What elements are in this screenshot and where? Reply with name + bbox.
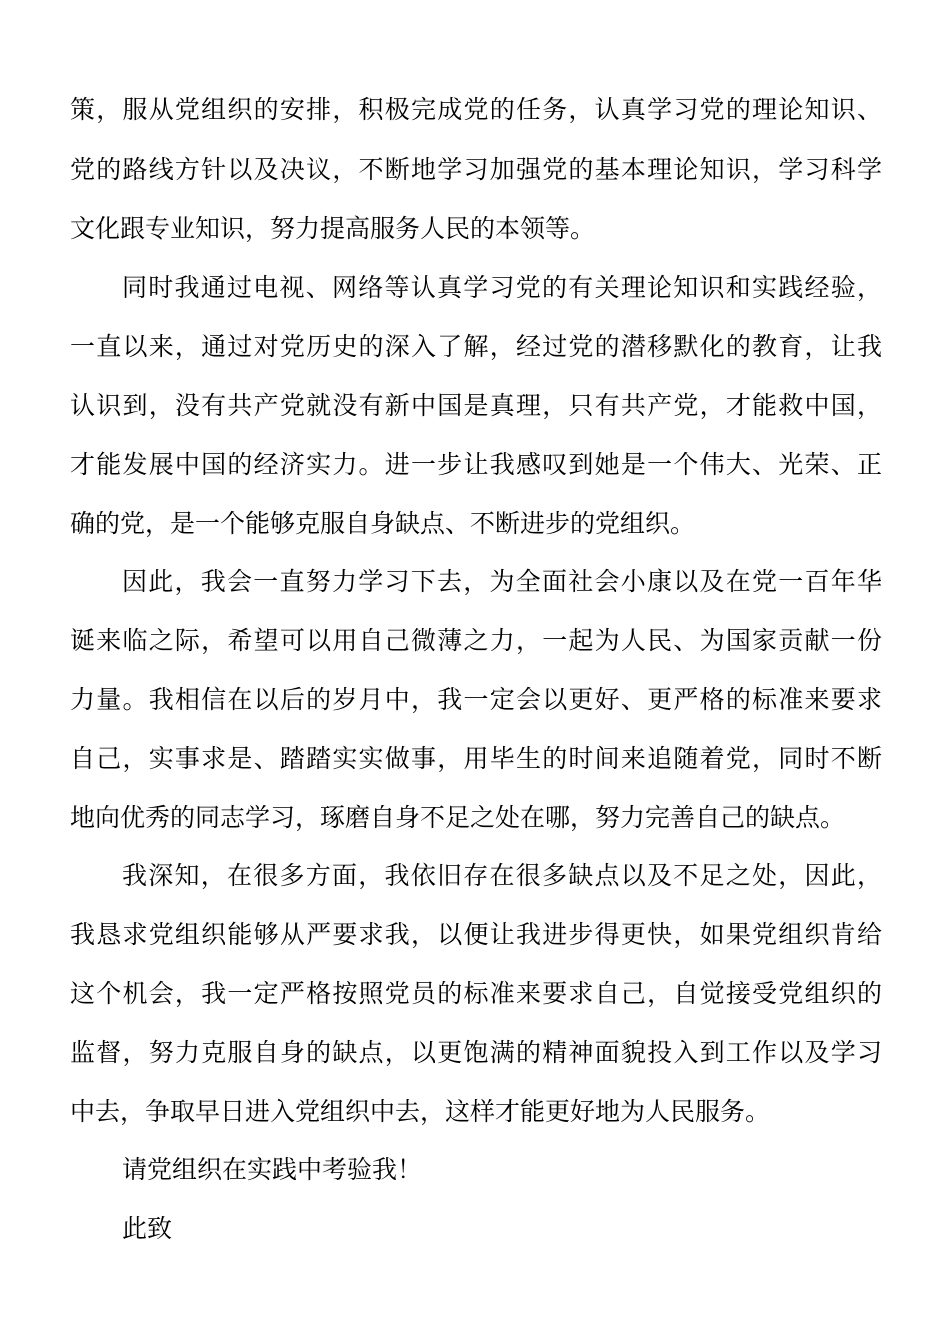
text-line: 我恳求党组织能够从严要求我，以便让我进步得更快，如果党组织肯给 [70,920,882,949]
text-line: 自己，实事求是、踏踏实实做事，用毕生的时间来追随着党，同时不断 [70,744,882,773]
text-line: 请党组织在实践中考验我！ [122,1155,423,1184]
text-line: 监督，努力克服自身的缺点，以更饱满的精神面貌投入到工作以及学习 [70,1038,882,1067]
text-line: 我深知，在很多方面，我依旧存在很多缺点以及不足之处，因此， [122,861,882,890]
text-line: 认识到，没有共产党就没有新中国是真理，只有共产党，才能救中国， [70,391,882,420]
text-line: 确的党，是一个能够克服自身缺点、不断进步的党组织。 [70,509,696,538]
text-line: 因此，我会一直努力学习下去，为全面社会小康以及在党一百年华 [122,567,882,596]
text-line: 力量。我相信在以后的岁月中，我一定会以更好、更严格的标准来要求 [70,685,882,714]
text-line: 同时我通过电视、网络等认真学习党的有关理论知识和实践经验， [122,273,882,302]
text-line: 一直以来，通过对党历史的深入了解，经过党的潜移默化的教育，让我 [70,332,882,361]
text-line: 策，服从党组织的安排，积极完成党的任务，认真学习党的理论知识、 [70,95,882,124]
text-line: 地向优秀的同志学习，琢磨自身不足之处在哪，努力完善自己的缺点。 [70,803,846,832]
text-line: 这个机会，我一定严格按照党员的标准来要求自己，自觉接受党组织的 [70,979,882,1008]
text-line: 诞来临之际，希望可以用自己微薄之力，一起为人民、为国家贡献一份 [70,626,882,655]
text-line: 党的路线方针以及决议，不断地学习加强党的基本理论知识，学习科学 [70,155,882,184]
closing-salutation: 此致 [122,1214,173,1243]
text-line: 才能发展中国的经济实力。进一步让我感叹到她是一个伟大、光荣、正 [70,450,882,479]
text-line: 中去，争取早日进入党组织中去，这样才能更好地为人民服务。 [70,1097,771,1126]
text-line: 文化跟专业知识，努力提高服务人民的本领等。 [70,214,596,243]
